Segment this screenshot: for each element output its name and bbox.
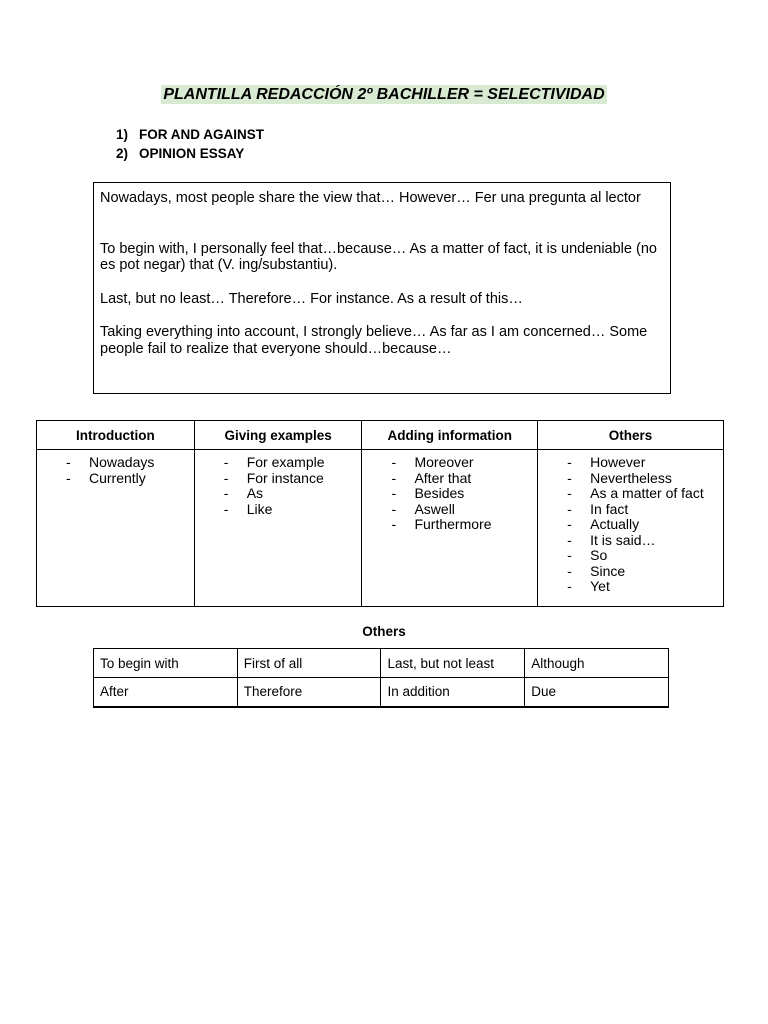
bullet-dash: - bbox=[567, 469, 572, 486]
essay-type-number: 2) bbox=[116, 145, 129, 161]
connector-text: So bbox=[590, 547, 608, 563]
bullet-dash: - bbox=[391, 469, 397, 486]
essay-type-list bbox=[116, 126, 264, 163]
connector-item bbox=[391, 486, 537, 502]
bullet-dash: - bbox=[391, 516, 397, 532]
connector-text: After that bbox=[414, 469, 472, 486]
connector-text: For instance bbox=[246, 469, 324, 486]
header-others: Others bbox=[538, 421, 724, 450]
connector-item bbox=[66, 455, 194, 471]
essay-type-item bbox=[116, 126, 264, 145]
phrase-conclusion: Taking everything into account, I strongly believe… As far as I am concerned… Some people fail to realize that everyone should…because… bbox=[100, 324, 648, 357]
connector-item bbox=[391, 455, 537, 471]
connector-text: Actually bbox=[590, 516, 640, 532]
essay-type-item bbox=[116, 145, 264, 164]
essay-type-number: 1) bbox=[116, 127, 129, 142]
essay-type-label: OPINION ESSAY bbox=[139, 145, 245, 161]
document-title bbox=[0, 86, 768, 104]
connector-item bbox=[391, 517, 537, 533]
connectors-header-row bbox=[37, 421, 724, 450]
header-adding-information: Adding information bbox=[362, 421, 538, 450]
bullet-dash: - bbox=[66, 454, 71, 470]
bullet-dash: - bbox=[66, 469, 71, 486]
connector-text: Nowadays bbox=[89, 454, 155, 470]
connector-item bbox=[224, 471, 362, 487]
connector-text: Nevertheless bbox=[590, 469, 672, 486]
header-giving-examples: Giving examples bbox=[194, 421, 362, 450]
bullet-dash: - bbox=[567, 516, 572, 532]
connector-item bbox=[567, 486, 723, 502]
connector-text: For example bbox=[246, 454, 325, 470]
others-cell: In addition bbox=[381, 678, 525, 707]
others-cell: Last, but not least bbox=[381, 649, 525, 678]
column-others bbox=[538, 450, 724, 607]
others-cell: Therefore bbox=[237, 678, 381, 707]
connector-item bbox=[567, 502, 723, 518]
bullet-dash: - bbox=[567, 547, 572, 563]
others-cell: To begin with bbox=[94, 649, 238, 678]
bullet-dash: - bbox=[223, 485, 229, 501]
connector-item bbox=[567, 455, 723, 471]
phrase-body: To begin with, I personally feel that…because… As a matter of fact, it is undeniable (no es pot negar) that (V. ing/substantiu). bbox=[100, 240, 657, 273]
bullet-dash: - bbox=[567, 485, 572, 501]
others-cell: First of all bbox=[237, 649, 381, 678]
phrase-body-second: Last, but no least… Therefore… For instance. As a result of this… bbox=[100, 290, 523, 307]
bullet-dash: - bbox=[391, 454, 397, 470]
connector-text: As bbox=[246, 485, 264, 501]
connector-text: Currently bbox=[89, 469, 146, 486]
connector-item bbox=[224, 486, 362, 502]
connector-item bbox=[567, 579, 723, 595]
connector-item bbox=[66, 471, 194, 487]
bullet-dash: - bbox=[391, 500, 397, 517]
bullet-dash: - bbox=[223, 500, 229, 517]
connector-item bbox=[391, 502, 537, 518]
bullet-dash: - bbox=[567, 562, 572, 579]
connector-text: As a matter of fact bbox=[590, 485, 704, 501]
column-adding-information bbox=[362, 450, 538, 607]
bullet-dash: - bbox=[567, 578, 572, 594]
connector-item bbox=[567, 471, 723, 487]
connector-text: Yet bbox=[590, 578, 610, 594]
connector-text: Furthermore bbox=[414, 516, 492, 532]
bullet-dash: - bbox=[223, 469, 229, 486]
connector-item bbox=[391, 471, 537, 487]
column-giving-examples bbox=[194, 450, 362, 607]
others-heading: Others bbox=[362, 624, 406, 639]
bullet-dash: - bbox=[391, 485, 397, 501]
bullet-dash: - bbox=[223, 454, 229, 470]
phrase-introduction: Nowadays, most people share the view that… However… Fer una pregunta al lector bbox=[100, 190, 641, 206]
connectors-table bbox=[36, 420, 724, 607]
others-cell: Although bbox=[525, 649, 669, 678]
others-row bbox=[94, 678, 669, 707]
connectors-body-row bbox=[37, 450, 724, 607]
others-cell: Due bbox=[525, 678, 669, 707]
connector-text: Moreover bbox=[414, 454, 474, 470]
connector-item bbox=[567, 548, 723, 564]
header-introduction: Introduction bbox=[37, 421, 195, 450]
connector-text: In fact bbox=[590, 500, 629, 517]
title-text: PLANTILLA REDACCIÓN 2º BACHILLER = SELECTIVIDAD bbox=[163, 86, 605, 103]
connector-item bbox=[567, 533, 723, 549]
column-introduction bbox=[37, 450, 195, 607]
connector-text: It is said… bbox=[590, 531, 656, 548]
others-table bbox=[93, 648, 669, 708]
connector-item bbox=[224, 455, 362, 471]
connector-text: Since bbox=[590, 562, 626, 579]
connector-text: Like bbox=[246, 500, 273, 517]
bullet-dash: - bbox=[567, 531, 572, 548]
essay-type-label: FOR AND AGAINST bbox=[139, 127, 264, 142]
others-cell: After bbox=[94, 678, 238, 707]
connector-text: However bbox=[590, 454, 646, 470]
others-row bbox=[94, 649, 669, 678]
connector-item bbox=[224, 502, 362, 518]
bullet-dash: - bbox=[567, 454, 572, 470]
connector-text: Besides bbox=[414, 485, 465, 501]
phrase-box bbox=[93, 182, 671, 394]
connector-text: Aswell bbox=[414, 500, 455, 517]
connector-item bbox=[567, 564, 723, 580]
connector-item bbox=[567, 517, 723, 533]
bullet-dash: - bbox=[567, 500, 572, 517]
